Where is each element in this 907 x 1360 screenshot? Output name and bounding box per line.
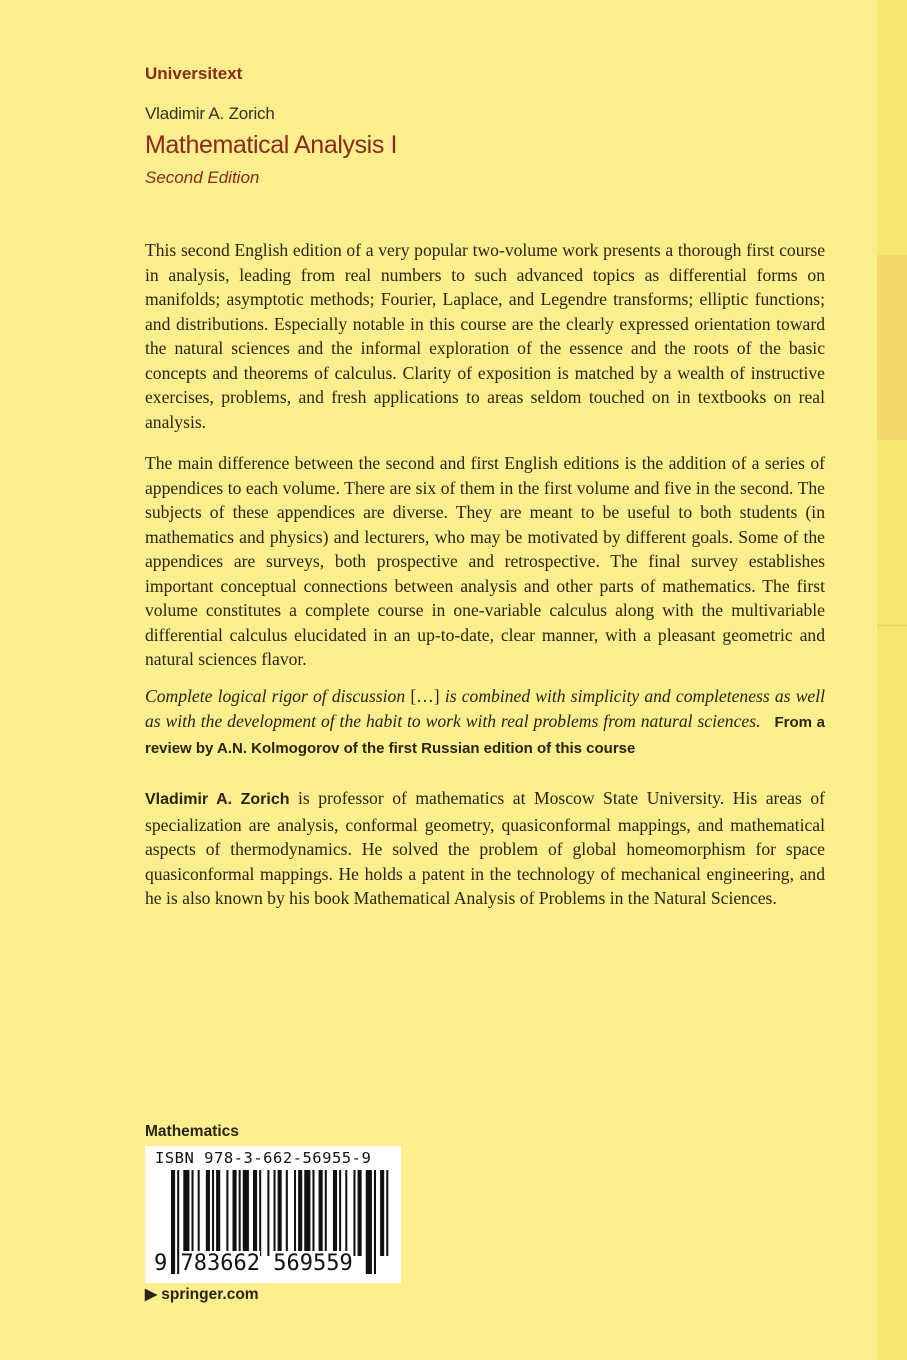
- barcode-bar: [233, 1170, 237, 1256]
- barcode-bar: [294, 1170, 296, 1256]
- barcode-bar: [243, 1170, 249, 1256]
- spine-edge-accent: [877, 255, 907, 440]
- barcode-bar: [304, 1170, 310, 1256]
- ean-first-digit: 9: [154, 1251, 168, 1276]
- barcode-bar: [298, 1170, 302, 1256]
- review-quote-end: is combined with simplicity and completeness as well as with the development of the habit to work with real problems from natural sciences.: [145, 686, 826, 731]
- barcode-bar: [325, 1170, 327, 1256]
- ean-group-2: 569559: [273, 1251, 353, 1276]
- barcode-bar: [386, 1170, 388, 1256]
- review-ellipsis: […]: [405, 686, 445, 706]
- barcode-bar: [183, 1170, 189, 1256]
- barcode-bar: [358, 1170, 362, 1256]
- barcode-bar: [339, 1170, 341, 1256]
- barcode-bar: [366, 1170, 372, 1274]
- barcode-bar: [192, 1170, 194, 1256]
- barcode-bar: [333, 1170, 337, 1256]
- review-source: From a review by A.N. Kolmogorov of the first Russian edition of this course: [145, 713, 826, 757]
- barcode-bar: [259, 1170, 261, 1256]
- barcode-bar: [267, 1170, 269, 1256]
- description-paragraph-1: This second English edition of a very popular two-volume work presents a thorough first course in analysis, leading from real numbers to such advanced topics as differential forms on manifolds; asymptotic methods; Fourier, Laplace, and Legendre transforms; elliptic functions; and distributions. Especially notable in this course are the clearly expressed orientation toward the natural sciences and the informal exploration of the essence and the roots of the basic concepts and theorems of calculus. Clarity of exposition is matched by a wealth of instructive exercises, problems, and fresh applications to areas seldom touched on in textbooks on real analysis.: [145, 240, 825, 432]
- edition-label: Second Edition: [145, 168, 260, 187]
- author-bio: [145, 786, 825, 911]
- website-text: springer.com: [161, 1286, 259, 1303]
- isbn-number: ISBN 978-3-662-56955-9: [155, 1149, 372, 1167]
- spine-edge-line: [877, 625, 907, 626]
- ean-group-1: 783662: [180, 1251, 260, 1276]
- barcode-bar: [226, 1170, 228, 1256]
- barcode-bar: [212, 1170, 214, 1256]
- series-name: Universitext: [145, 64, 243, 83]
- barcode-bar: [253, 1170, 257, 1256]
- barcode-bar: [198, 1170, 200, 1256]
- subject-category: Mathematics: [145, 1123, 239, 1140]
- author-name: Vladimir A. Zorich: [145, 104, 275, 123]
- description-paragraph-2: The main difference between the second and first English editions is the addition of a series of appendices to each volume. There are six of them in the first volume and five in the second. The subjects of these appendices are diverse. They are meant to be useful to both students (in mathematics and physics) and lecturers, who may be motivated by different goals. Some of the appendices are surveys, both prospective and retrospective. The final survey establishes important conceptual connections between analysis and other parts of mathematics. The first volume constitutes a complete course in one-variable calculus along with the multivariable differential calculus elucidated in an up-to-date, clear manner, with a pleasant geometric and natural sciences flavor.: [145, 453, 825, 669]
- barcode-bar: [206, 1170, 210, 1256]
- book-title: Mathematical Analysis I: [145, 131, 398, 159]
- barcode-bar: [345, 1170, 347, 1256]
- arrow-right-icon: ▶: [145, 1286, 157, 1303]
- barcode-bar: [319, 1170, 323, 1256]
- isbn-barcode: [145, 1146, 401, 1283]
- review-quote: [145, 684, 825, 762]
- website-link[interactable]: [145, 1285, 259, 1304]
- review-quote-start: Complete logical rigor of discussion: [145, 686, 406, 706]
- barcode-bar: [286, 1170, 288, 1256]
- barcode-bar: [239, 1170, 241, 1256]
- barcode-bar: [380, 1170, 384, 1256]
- barcode-bar: [374, 1170, 376, 1274]
- bio-author-name: Vladimir A. Zorich: [145, 791, 290, 808]
- barcode-bar: [312, 1170, 314, 1256]
- bio-text: is professor of mathematics at Moscow State University. His areas of specialization are analysis, conformal geometry, quasiconformal mappings, and mathematical aspects of thermodynamics. He solved the problem of global homeomorphism for space quasiconformal mappings. He holds a patent in the technology of mechanical engineering, and he is also known by his book Mathematical Analysis of Problems in the Natural Sciences.: [145, 788, 825, 908]
- barcode-bar: [353, 1170, 355, 1256]
- spine-edge-strip: [877, 0, 907, 1360]
- barcode-bar: [216, 1170, 220, 1256]
- ean-digits: [154, 1251, 353, 1276]
